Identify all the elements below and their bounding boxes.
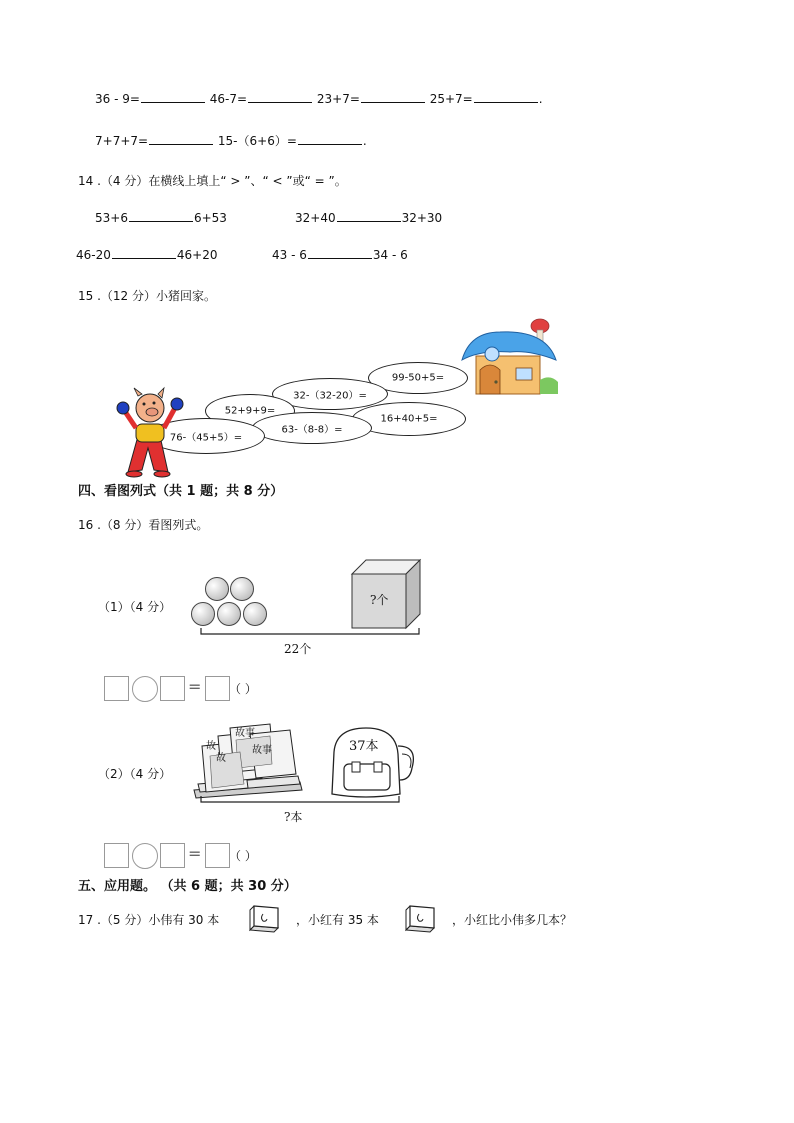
book-title-4: 故: [216, 753, 226, 764]
book-title-2: 故事: [252, 745, 272, 756]
oval-text: 99-50+5=: [391, 372, 445, 384]
bag-label: 37本: [349, 739, 379, 754]
answer-box[interactable]: [160, 676, 185, 701]
q14-item-2: [295, 210, 442, 225]
book-icon: [404, 904, 436, 934]
house-illustration: [460, 318, 558, 398]
answer-box[interactable]: [104, 843, 129, 868]
q13-expr-5: 7+7+7=: [95, 134, 149, 148]
q13-expr-4: 25+7=: [429, 92, 473, 106]
operator-circle[interactable]: [132, 843, 158, 869]
answer-box[interactable]: [205, 676, 230, 701]
q16-part2-label: （2）（4 分）: [98, 767, 172, 781]
q13-expr-2: 46-7=: [209, 92, 248, 106]
answer-box[interactable]: [205, 843, 230, 868]
q14-right: 6+53: [193, 211, 227, 225]
pig-illustration: [116, 386, 186, 478]
answer-box[interactable]: [160, 843, 185, 868]
equals-sign: =: [188, 844, 202, 863]
expr-oval-5: [252, 412, 372, 444]
answer-box[interactable]: [104, 676, 129, 701]
q17-part-c: ，小红比小伟多几本？: [452, 913, 573, 927]
q15-title: 15 .（12 分）小猪回家。: [78, 289, 216, 303]
q14-item-3: [76, 247, 217, 262]
compare-blank[interactable]: [308, 247, 372, 259]
equals-sign: =: [188, 677, 202, 696]
answer-blank[interactable]: [298, 133, 362, 145]
answer-blank[interactable]: [474, 91, 538, 103]
q13-expr-1: 36 - 9=: [95, 92, 140, 106]
answer-blank[interactable]: [361, 91, 425, 103]
balls-illustration: [190, 576, 270, 630]
q14-item-1: [95, 210, 227, 225]
unit-paren[interactable]: （ ）: [229, 849, 257, 863]
period: .: [362, 134, 367, 148]
compare-blank[interactable]: [129, 210, 193, 222]
q14-left: 43 - 6: [272, 248, 307, 262]
compare-blank[interactable]: [337, 210, 401, 222]
bracket-2: [200, 796, 400, 808]
q14-right: 46+20: [176, 248, 218, 262]
q13-row2: [95, 133, 367, 148]
bracket-1: [200, 628, 420, 640]
q13-expr-6: 15-（6+6）=: [217, 134, 297, 148]
operator-circle[interactable]: [132, 676, 158, 702]
oval-text: 16+40+5=: [380, 413, 438, 425]
oval-text: 76-（45+5）=: [169, 432, 243, 444]
total-label-2: ?本: [284, 810, 303, 824]
q13-row1: [95, 91, 543, 106]
section5-title: 五、应用题。 （共 6 题；共 30 分）: [78, 879, 297, 894]
oval-text: 63-（8-8）=: [281, 424, 343, 436]
oval-text: 52+9+9=: [224, 405, 276, 417]
q16-title: 16 .（8 分）看图列式。: [78, 518, 209, 532]
oval-text: 32-（32-20）=: [293, 390, 367, 402]
q14-left: 53+6: [95, 211, 128, 225]
book-icon: [248, 904, 280, 934]
section4-title: 四、看图列式（共 1 题；共 8 分）: [78, 484, 284, 499]
q17-part-a: 17 .（5 分）小伟有 30 本: [78, 913, 220, 927]
total-label-1: 22个: [284, 642, 312, 656]
q14-left: 32+40: [295, 211, 336, 225]
q14-left: 46-20: [76, 248, 111, 262]
q14-right: 34 - 6: [372, 248, 408, 262]
cube-label: ?个: [370, 593, 389, 607]
answer-blank[interactable]: [141, 91, 205, 103]
compare-blank[interactable]: [112, 247, 176, 259]
book-title-1: 故事: [235, 728, 255, 739]
q14-item-4: [272, 247, 408, 262]
answer-blank[interactable]: [248, 91, 312, 103]
q13-expr-3: 23+7=: [316, 92, 360, 106]
q14-title: 14 .（4 分）在横线上填上“ > ”、“ < ”或“ = ”。: [78, 174, 347, 188]
q17-part-b: ，小红有 35 本: [296, 913, 379, 927]
period: .: [538, 92, 543, 106]
schoolbag-illustration: [326, 724, 420, 800]
unit-paren[interactable]: （ ）: [229, 682, 257, 696]
q16-part1-label: （1）（4 分）: [98, 600, 172, 614]
answer-blank[interactable]: [149, 133, 213, 145]
q14-right: 32+30: [401, 211, 443, 225]
book-title-3: 故: [206, 741, 216, 752]
